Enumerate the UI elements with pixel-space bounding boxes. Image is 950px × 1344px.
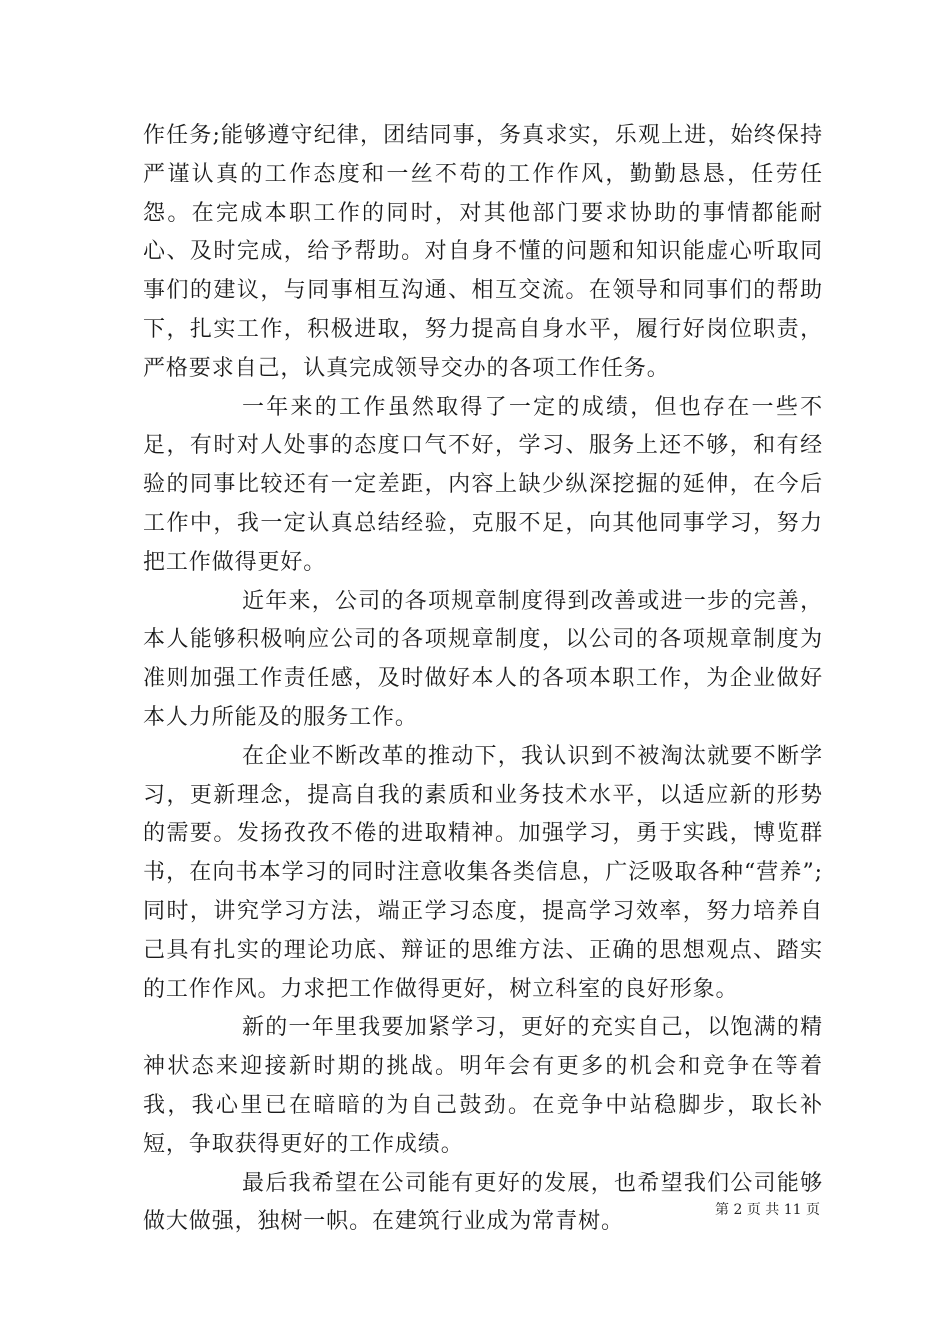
paragraph-new-year: 新的一年里我要加紧学习，更好的充实自己，以饱满的精神状态来迎接新时期的挑战。明年会有更多的机会和竞争在等着我，我心里已在暗暗的为自己鼓劲。在竞争中站稳脚步，取长补短，争取获得更好的工作成绩。 (143, 1015, 823, 1157)
document-body (143, 117, 823, 1242)
paragraph-closing-wish: 最后我希望在公司能有更好的发展，也希望我们公司能够做大做强，独树一帜。在建筑行业成为常青树。 (143, 1170, 823, 1235)
paragraph-shortcomings: 一年来的工作虽然取得了一定的成绩，但也存在一些不足，有时对人处事的态度口气不好，学习、服务上还不够，和有经验的同事比较还有一定差距，内容上缺少纵深挖掘的延伸，在今后工作中，我一定认真总结经验，克服不足，向其他同事学习，努力把工作做得更好。 (143, 394, 823, 575)
paragraph-learning: 在企业不断改革的推动下，我认识到不被淘汰就要不断学习，更新理念，提高自我的素质和业务技术水平，以适应新的形势的需要。发扬孜孜不倦的进取精神。加强学习，勇于实践，博览群书，在向书本学习的同时注意收集各类信息，广泛吸取各种“营养”;同时，讲究学习方法，端正学习态度，提高学习效率，努力培养自己具有扎实的理论功底、辩证的思维方法、正确的思想观点、踏实的工作作风。力求把工作做得更好，树立科室的良好形象。 (143, 743, 823, 1002)
page-number-footer: 第 2 页 共 11 页 (715, 1202, 820, 1218)
paragraph-continued-duties: 作任务;能够遵守纪律，团结同事，务真求实，乐观上进，始终保持严谨认真的工作态度和一丝不苟的工作作风，勤勤恳恳，任劳任怨。在完成本职工作的同时，对其他部门要求协助的事情都能耐心、及时完成，给予帮助。对自身不懂的问题和知识能虚心听取同事们的建议，与同事相互沟通、相互交流。在领导和同事们的帮助下，扎实工作，积极进取，努力提高自身水平，履行好岗位职责，严格要求自己，认真完成领导交办的各项工作任务。 (143, 123, 823, 381)
paragraph-company-rules: 近年来，公司的各项规章制度得到改善或进一步的完善，本人能够积极响应公司的各项规章制度，以公司的各项规章制度为准则加强工作责任感，及时做好本人的各项本职工作，为企业做好本人力所能及的服务工作。 (143, 588, 823, 730)
